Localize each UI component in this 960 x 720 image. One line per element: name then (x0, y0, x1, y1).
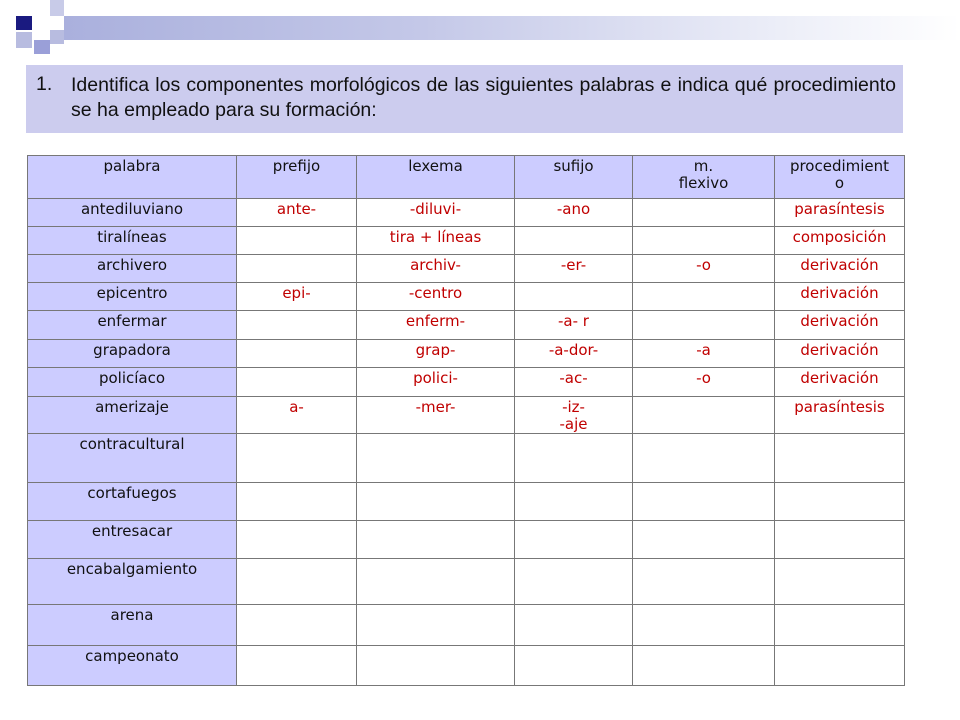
procedimiento-value (775, 434, 904, 436)
header-label: lexema (408, 157, 463, 175)
lexema-cell (357, 311, 515, 340)
header-palabra (28, 156, 237, 199)
procedimiento-value (775, 605, 904, 607)
lexema-cell (357, 255, 515, 283)
prefijo-value (237, 605, 356, 607)
word-cell (28, 521, 237, 559)
m-flexivo-value (633, 605, 774, 607)
m-flexivo-cell (633, 311, 775, 340)
lexema-cell (357, 434, 515, 483)
m-flexivo-value: -o (696, 256, 711, 274)
sufijo-cell (515, 199, 633, 227)
sufijo-value: -er- (560, 256, 587, 274)
prefijo-value (237, 483, 356, 485)
decor-square-periwinkle (34, 40, 50, 54)
morphology-table (27, 155, 905, 686)
lexema-value: polici- (413, 369, 458, 387)
prefijo-cell (237, 368, 357, 397)
word-label: epicentro (96, 284, 168, 302)
sufijo-cell (515, 397, 633, 434)
prefijo-value (237, 559, 356, 561)
table-row (28, 483, 905, 521)
m-flexivo-value: -a (696, 341, 711, 359)
lexema-cell (357, 559, 515, 605)
lexema-value: enferm- (405, 312, 466, 330)
prefijo-cell (237, 255, 357, 283)
m-flexivo-cell (633, 255, 775, 283)
sufijo-cell (515, 368, 633, 397)
m-flexivo-cell (633, 340, 775, 368)
sufijo-cell (515, 434, 633, 483)
m-flexivo-cell (633, 483, 775, 521)
word-label: policíaco (98, 369, 166, 387)
prefijo-cell (237, 605, 357, 646)
prefijo-value (237, 434, 356, 436)
word-cell (28, 255, 237, 283)
lexema-value: archiv- (410, 256, 461, 274)
procedimiento-value (775, 521, 904, 523)
prefijo-cell (237, 199, 357, 227)
prefijo-cell (237, 646, 357, 686)
sufijo-value (515, 559, 632, 561)
sufijo-value: -iz- -aje (559, 398, 588, 433)
lexema-cell (357, 340, 515, 368)
procedimiento-value: derivación (800, 256, 879, 274)
word-cell (28, 483, 237, 521)
table-header-row (28, 156, 905, 199)
prefijo-cell (237, 311, 357, 340)
procedimiento-cell (775, 434, 905, 483)
prefijo-cell (237, 397, 357, 434)
table-row (28, 559, 905, 605)
header-label: prefijo (272, 157, 321, 175)
procedimiento-value: derivación (800, 284, 879, 302)
procedimiento-value (775, 559, 904, 561)
sufijo-value (515, 283, 632, 285)
instruction-box (26, 65, 903, 133)
word-cell (28, 283, 237, 311)
word-label: entresacar (91, 522, 173, 540)
lexema-value: tira + líneas (389, 228, 482, 246)
table-row (28, 521, 905, 559)
procedimiento-cell (775, 483, 905, 521)
procedimiento-cell (775, 368, 905, 397)
word-label: antediluviano (80, 200, 184, 218)
word-cell (28, 397, 237, 434)
procedimiento-cell (775, 199, 905, 227)
instruction-number: 1. (36, 73, 53, 95)
procedimiento-value (775, 646, 904, 648)
m-flexivo-cell (633, 646, 775, 686)
lexema-cell (357, 646, 515, 686)
prefijo-cell (237, 340, 357, 368)
lexema-value: -diluvi- (409, 200, 462, 218)
lexema-cell (357, 199, 515, 227)
m-flexivo-value: -o (696, 369, 711, 387)
sufijo-cell (515, 559, 633, 605)
header-label: sufijo (553, 157, 594, 175)
lexema-value: grap- (415, 341, 456, 359)
word-label: arena (110, 606, 154, 624)
sufijo-cell (515, 483, 633, 521)
lexema-value (357, 605, 514, 607)
lexema-cell (357, 605, 515, 646)
word-label: tiralíneas (97, 228, 167, 246)
sufijo-value: -a-dor- (548, 341, 599, 359)
lexema-cell (357, 283, 515, 311)
prefijo-value (237, 521, 356, 523)
sufijo-value (515, 521, 632, 523)
prefijo-value: ante- (276, 200, 317, 218)
word-label: grapadora (93, 341, 171, 359)
word-label: archivero (96, 256, 168, 274)
sufijo-value: -a- r (558, 312, 589, 330)
sufijo-value (515, 434, 632, 436)
m-flexivo-value (633, 646, 774, 648)
word-cell (28, 559, 237, 605)
word-cell (28, 646, 237, 686)
lexema-value (357, 434, 514, 436)
lexema-value (357, 646, 514, 648)
header-prefijo (237, 156, 357, 199)
m-flexivo-cell (633, 521, 775, 559)
word-cell (28, 340, 237, 368)
word-label: encabalgamiento (66, 560, 198, 578)
m-flexivo-value (633, 397, 774, 399)
m-flexivo-cell (633, 559, 775, 605)
lexema-cell (357, 227, 515, 255)
procedimiento-value: derivación (800, 369, 879, 387)
sufijo-cell (515, 521, 633, 559)
procedimiento-cell (775, 340, 905, 368)
m-flexivo-value (633, 559, 774, 561)
word-cell (28, 227, 237, 255)
instruction-text: Identifica los componentes morfológicos de las siguientes palabras e indica qué procedimiento se ha empleado para su formación: (71, 74, 896, 121)
m-flexivo-value (633, 227, 774, 229)
lexema-value (357, 559, 514, 561)
header-label: palabra (103, 157, 161, 175)
m-flexivo-cell (633, 283, 775, 311)
table-row (28, 255, 905, 283)
m-flexivo-cell (633, 434, 775, 483)
m-flexivo-cell (633, 605, 775, 646)
procedimiento-cell (775, 397, 905, 434)
sufijo-cell (515, 255, 633, 283)
m-flexivo-cell (633, 227, 775, 255)
prefijo-cell (237, 483, 357, 521)
word-cell (28, 434, 237, 483)
header-lexema (357, 156, 515, 199)
procedimiento-cell (775, 283, 905, 311)
prefijo-value (237, 311, 356, 313)
sufijo-value (515, 227, 632, 229)
decor-square-white (32, 0, 50, 16)
m-flexivo-value (633, 483, 774, 485)
prefijo-cell (237, 559, 357, 605)
lexema-cell (357, 397, 515, 434)
header-sufijo (515, 156, 633, 199)
word-label: enfermar (97, 312, 167, 330)
prefijo-cell (237, 521, 357, 559)
m-flexivo-cell (633, 199, 775, 227)
lexema-cell (357, 483, 515, 521)
lexema-value: -mer- (415, 398, 456, 416)
prefijo-value: a- (289, 398, 304, 416)
decor-square-navy (16, 16, 32, 30)
procedimiento-cell (775, 605, 905, 646)
table-row (28, 199, 905, 227)
m-flexivo-value (633, 521, 774, 523)
procedimiento-cell (775, 521, 905, 559)
table-row (28, 283, 905, 311)
lexema-value (357, 483, 514, 485)
word-label: cortafuegos (87, 484, 177, 502)
word-cell (28, 199, 237, 227)
sufijo-cell (515, 605, 633, 646)
procedimiento-value: composición (792, 228, 887, 246)
prefijo-value (237, 340, 356, 342)
prefijo-value (237, 646, 356, 648)
sufijo-cell (515, 646, 633, 686)
lexema-value (357, 521, 514, 523)
table-row (28, 605, 905, 646)
lexema-cell (357, 521, 515, 559)
decor-gradient-bar (64, 16, 960, 40)
procedimiento-value (775, 483, 904, 485)
sufijo-cell (515, 311, 633, 340)
word-label: contracultural (79, 435, 185, 453)
sufijo-value: -ano (556, 200, 591, 218)
procedimiento-cell (775, 646, 905, 686)
sufijo-cell (515, 227, 633, 255)
m-flexivo-value (633, 283, 774, 285)
table-row (28, 311, 905, 340)
prefijo-value: epi- (282, 284, 311, 302)
sufijo-value (515, 646, 632, 648)
prefijo-value (237, 227, 356, 229)
table-row (28, 340, 905, 368)
procedimiento-value: parasíntesis (794, 200, 885, 218)
procedimiento-value: derivación (800, 312, 879, 330)
procedimiento-cell (775, 227, 905, 255)
m-flexivo-cell (633, 397, 775, 434)
procedimiento-value: parasíntesis (794, 398, 885, 416)
sufijo-value (515, 483, 632, 485)
table-row (28, 646, 905, 686)
prefijo-cell (237, 434, 357, 483)
m-flexivo-value (633, 311, 774, 313)
header-label: m. flexivo (678, 157, 729, 192)
prefijo-cell (237, 227, 357, 255)
procedimiento-value: derivación (800, 341, 879, 359)
sufijo-cell (515, 340, 633, 368)
m-flexivo-value (633, 199, 774, 201)
lexema-value: -centro (408, 284, 463, 302)
table-row (28, 368, 905, 397)
prefijo-value (237, 368, 356, 370)
table-row (28, 397, 905, 434)
m-flexivo-value (633, 434, 774, 436)
decor-square-mid (16, 32, 32, 48)
word-cell (28, 368, 237, 397)
decor-square-light2 (50, 30, 64, 44)
table-row (28, 227, 905, 255)
prefijo-cell (237, 283, 357, 311)
procedimiento-cell (775, 559, 905, 605)
procedimiento-cell (775, 255, 905, 283)
word-cell (28, 605, 237, 646)
word-label: campeonato (85, 647, 179, 665)
decor-square-light (50, 0, 64, 16)
procedimiento-cell (775, 311, 905, 340)
word-cell (28, 311, 237, 340)
prefijo-value (237, 255, 356, 257)
lexema-cell (357, 368, 515, 397)
sufijo-value: -ac- (559, 369, 588, 387)
sufijo-value (515, 605, 632, 607)
word-label: amerizaje (95, 398, 169, 416)
header-procedimiento (775, 156, 905, 199)
table-row (28, 434, 905, 483)
header-m-flexivo (633, 156, 775, 199)
header-label: procedimient o (789, 157, 890, 192)
sufijo-cell (515, 283, 633, 311)
m-flexivo-cell (633, 368, 775, 397)
